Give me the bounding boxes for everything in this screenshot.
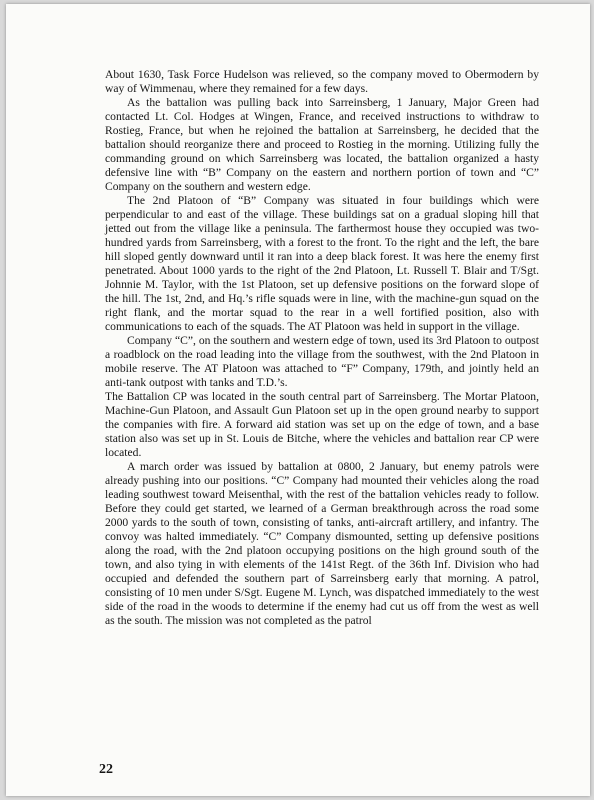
paragraph-6: A march order was issued by battalion at 0800, 2 January, but enemy patrols were already pushing into our positions. “C” Company had mounted their vehicles along the road leading southwest toward Meisenthal, with the rest of the battalion vehicles ready to follow. Before they could get started, we learned of a German breakthrough across the road some 2000 yards to the south of town, consisting of tanks, anti-aircraft artillery, and infantry. The convoy was halted immediately. “C” Company dismounted, setting up defensive positions along the road, with the 2nd platoon occupying positions on the high ground south of the town, and also tying in with elements of the 141st Regt. of the 36th Inf. Division who had occupied and defended the southern part of Sarreinsberg early that morning. A patrol, consisting of 10 men under S/Sgt. Eugene M. Lynch, was dispatched immediately to the west side of the road in the woods to determine if the enemy had cut us off from the west as well as the south. The mission was not completed as the patrol <box>105 460 539 627</box>
document-page <box>6 4 590 796</box>
body-text <box>105 68 539 628</box>
paragraph-1: About 1630, Task Force Hudelson was relieved, so the company moved to Obermodern by way of Wimmenau, where they remained for a few days. <box>105 68 539 95</box>
paragraph-5: The Battalion CP was located in the south central part of Sarreinsberg. The Mortar Platoon, Machine-Gun Platoon, and Assault Gun Platoon set up in the open ground nearby to support the companies with fire. A forward aid station was set up on the edge of town, and a base station also was set up in St. Louis de Bitche, where the vehicles and battalion rear CP were located. <box>105 390 539 459</box>
paragraph-3: The 2nd Platoon of “B” Company was situated in four buildings which were perpendicular to and east of the village. These buildings sat on a gradual sloping hill that jetted out from the village like a peninsula. The farthermost house they occupied was two-hundred yards from Sarreinsberg, with a forest to the front. To the right and the left, the bare hill sloped gently downward until it ran into a deep black forest. It was here the enemy first penetrated. About 1000 yards to the right of the 2nd Platoon, Lt. Russell T. Blair and T/Sgt. Johnnie M. Taylor, with the 1st Platoon, set up defensive positions on the forward slope of the hill. The 1st, 2nd, and Hq.’s rifle squads were in line, with the machine-gun squad on the right flank, and the mortar squad to the rear in a well fortified position, also with communications to each of the squads. The AT Platoon was held in support in the village. <box>105 194 539 333</box>
paragraph-4: Company “C”, on the southern and western edge of town, used its 3rd Platoon to outpost a roadblock on the road leading into the village from the southwest, with the 2nd Platoon in mobile reserve. The AT Platoon was attached to “F” Company, 179th, and jointly held an anti-tank outpost with tanks and T.D.’s. <box>105 334 539 389</box>
paragraph-2: As the battalion was pulling back into Sarreinsberg, 1 January, Major Green had contacted Lt. Col. Hodges at Wingen, France, and received instructions to withdraw to Rostieg, France, but when he rejoined the battalion at Sarreinsberg, he decided that the battalion should reorganize there and proceed to Rostieg in the morning. Utilizing fully the commanding ground on which Sarreinsberg was located, the battalion organized a hasty defensive line with “B” Company on the eastern and northern portion of town and “C” Company on the southern and western edge. <box>105 96 539 193</box>
page-number: 22 <box>99 762 113 777</box>
